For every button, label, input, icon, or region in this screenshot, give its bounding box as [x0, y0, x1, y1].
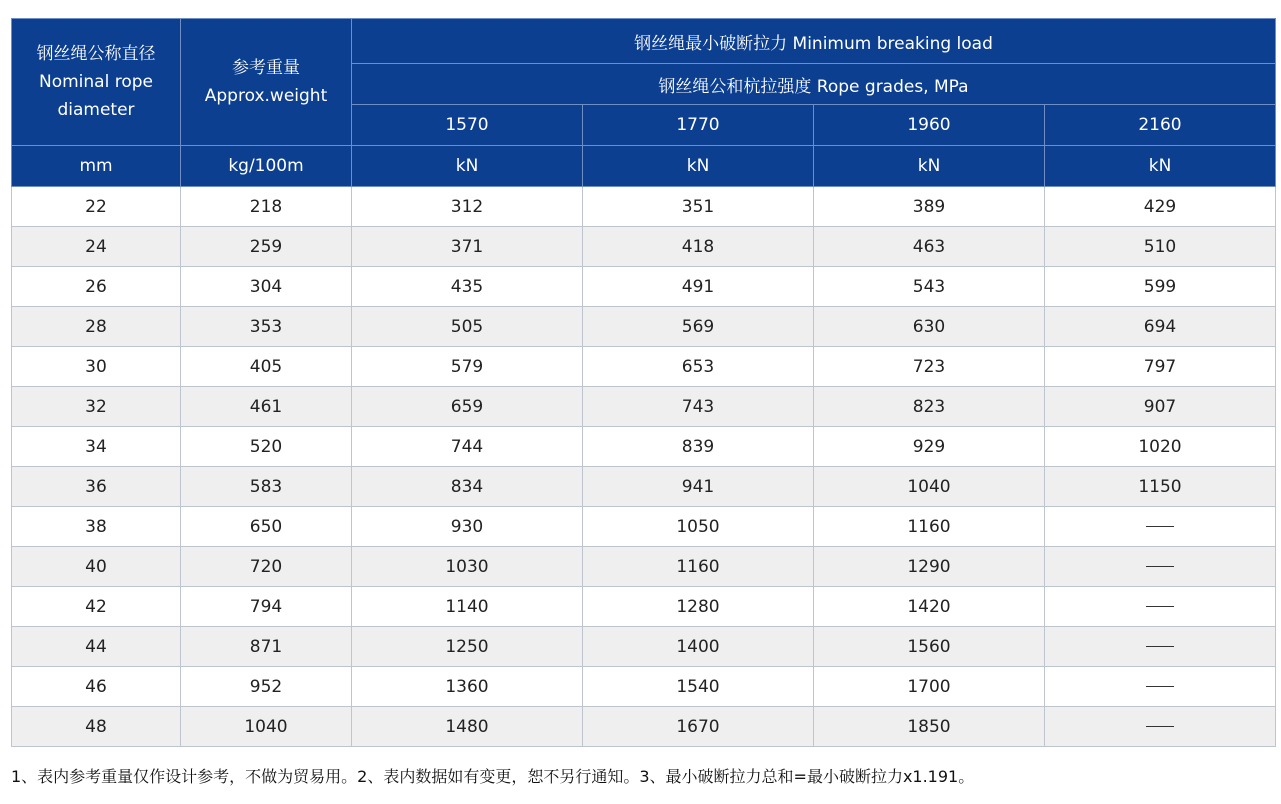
dash-icon: [1146, 726, 1174, 727]
cell-load: 1360: [352, 667, 583, 707]
cell-load: 1150: [1045, 467, 1276, 507]
table-row: [12, 187, 1276, 227]
cell-no-value: [1045, 627, 1276, 667]
cell-load: 599: [1045, 267, 1276, 307]
cell-load: 1160: [814, 507, 1045, 547]
cell-no-value: [1045, 667, 1276, 707]
table-row: [12, 707, 1276, 747]
cell-load: 743: [583, 387, 814, 427]
cell-load: 659: [352, 387, 583, 427]
cell-load: 1030: [352, 547, 583, 587]
table-body: [12, 187, 1276, 747]
cell-load: 630: [814, 307, 1045, 347]
cell-load: 1560: [814, 627, 1045, 667]
unit-diameter: mm: [12, 146, 181, 187]
cell-weight: 461: [181, 387, 352, 427]
cell-no-value: [1045, 587, 1276, 627]
table-row: [12, 227, 1276, 267]
cell-load: 371: [352, 227, 583, 267]
cell-diameter: 48: [12, 707, 181, 747]
unit-weight: kg/100m: [181, 146, 352, 187]
cell-diameter: 40: [12, 547, 181, 587]
cell-load: 834: [352, 467, 583, 507]
table-row: [12, 667, 1276, 707]
grade-header-1570: 1570: [352, 105, 583, 146]
unit-load: kN: [1045, 146, 1276, 187]
cell-load: 744: [352, 427, 583, 467]
cell-load: 694: [1045, 307, 1276, 347]
cell-diameter: 24: [12, 227, 181, 267]
cell-load: 1420: [814, 587, 1045, 627]
cell-diameter: 28: [12, 307, 181, 347]
dash-icon: [1146, 646, 1174, 647]
cell-load: 579: [352, 347, 583, 387]
cell-diameter: 38: [12, 507, 181, 547]
table-row: [12, 547, 1276, 587]
rope-spec-table: [11, 18, 1276, 747]
unit-load: kN: [814, 146, 1045, 187]
cell-load: 1480: [352, 707, 583, 747]
cell-load: 510: [1045, 227, 1276, 267]
cell-load: 1850: [814, 707, 1045, 747]
cell-load: 569: [583, 307, 814, 347]
cell-load: 1400: [583, 627, 814, 667]
rope-grades-header: 钢丝绳公和杭拉强度 Rope grades, MPa: [352, 64, 1276, 105]
cell-weight: 259: [181, 227, 352, 267]
cell-load: 1160: [583, 547, 814, 587]
cell-load: 1540: [583, 667, 814, 707]
table-row: [12, 507, 1276, 547]
diameter-header-zh: 钢丝绳公称直径: [36, 44, 156, 64]
table-row: [12, 387, 1276, 427]
cell-weight: 353: [181, 307, 352, 347]
cell-weight: 794: [181, 587, 352, 627]
cell-weight: 871: [181, 627, 352, 667]
cell-load: 1140: [352, 587, 583, 627]
cell-diameter: 36: [12, 467, 181, 507]
cell-diameter: 46: [12, 667, 181, 707]
table-row: [12, 587, 1276, 627]
dash-icon: [1146, 566, 1174, 567]
dash-icon: [1146, 686, 1174, 687]
cell-diameter: 26: [12, 267, 181, 307]
weight-header: [181, 19, 352, 146]
cell-load: 505: [352, 307, 583, 347]
cell-load: 907: [1045, 387, 1276, 427]
table-row: [12, 307, 1276, 347]
table-row: [12, 267, 1276, 307]
cell-weight: 1040: [181, 707, 352, 747]
unit-load: kN: [583, 146, 814, 187]
cell-weight: 952: [181, 667, 352, 707]
cell-load: 839: [583, 427, 814, 467]
table-row: [12, 627, 1276, 667]
cell-weight: 583: [181, 467, 352, 507]
cell-weight: 304: [181, 267, 352, 307]
cell-load: 435: [352, 267, 583, 307]
cell-load: 941: [583, 467, 814, 507]
cell-load: 1290: [814, 547, 1045, 587]
table-row: [12, 467, 1276, 507]
cell-load: 1670: [583, 707, 814, 747]
table-row: [12, 427, 1276, 467]
cell-weight: 650: [181, 507, 352, 547]
breaking-load-header: 钢丝绳最小破断拉力 Minimum breaking load: [352, 19, 1276, 64]
cell-diameter: 42: [12, 587, 181, 627]
weight-header-zh: 参考重量: [232, 58, 300, 78]
diameter-header-en-1: Nominal rope: [39, 72, 153, 92]
dash-icon: [1146, 606, 1174, 607]
grade-header-1770: 1770: [583, 105, 814, 146]
cell-load: 1250: [352, 627, 583, 667]
weight-header-en: Approx.weight: [204, 86, 328, 106]
table-row: [12, 347, 1276, 387]
cell-load: 1050: [583, 507, 814, 547]
cell-diameter: 22: [12, 187, 181, 227]
cell-load: 351: [583, 187, 814, 227]
cell-load: 418: [583, 227, 814, 267]
cell-load: 1040: [814, 467, 1045, 507]
cell-load: 797: [1045, 347, 1276, 387]
diameter-header-en-2: diameter: [57, 100, 135, 120]
cell-diameter: 32: [12, 387, 181, 427]
cell-diameter: 30: [12, 347, 181, 387]
cell-load: 1020: [1045, 427, 1276, 467]
cell-load: 930: [352, 507, 583, 547]
footnote: 1、表内参考重量仅作设计参考，不做为贸易用。2、表内数据如有变更，恕不另行通知。3、最小破断拉力总和=最小破断拉力x1.191。: [11, 767, 975, 786]
cell-load: 823: [814, 387, 1045, 427]
diameter-header: [12, 19, 181, 146]
cell-diameter: 34: [12, 427, 181, 467]
cell-weight: 720: [181, 547, 352, 587]
unit-load: kN: [352, 146, 583, 187]
cell-weight: 405: [181, 347, 352, 387]
cell-load: 491: [583, 267, 814, 307]
cell-no-value: [1045, 507, 1276, 547]
cell-no-value: [1045, 547, 1276, 587]
cell-load: 929: [814, 427, 1045, 467]
cell-load: 1700: [814, 667, 1045, 707]
grade-header-1960: 1960: [814, 105, 1045, 146]
grade-header-2160: 2160: [1045, 105, 1276, 146]
cell-load: 463: [814, 227, 1045, 267]
cell-load: 389: [814, 187, 1045, 227]
cell-load: 312: [352, 187, 583, 227]
cell-load: 1280: [583, 587, 814, 627]
cell-load: 723: [814, 347, 1045, 387]
cell-load: 543: [814, 267, 1045, 307]
cell-weight: 520: [181, 427, 352, 467]
cell-load: 653: [583, 347, 814, 387]
cell-diameter: 44: [12, 627, 181, 667]
dash-icon: [1146, 526, 1174, 527]
cell-no-value: [1045, 707, 1276, 747]
unit-header-row: [12, 146, 1276, 187]
cell-weight: 218: [181, 187, 352, 227]
cell-load: 429: [1045, 187, 1276, 227]
